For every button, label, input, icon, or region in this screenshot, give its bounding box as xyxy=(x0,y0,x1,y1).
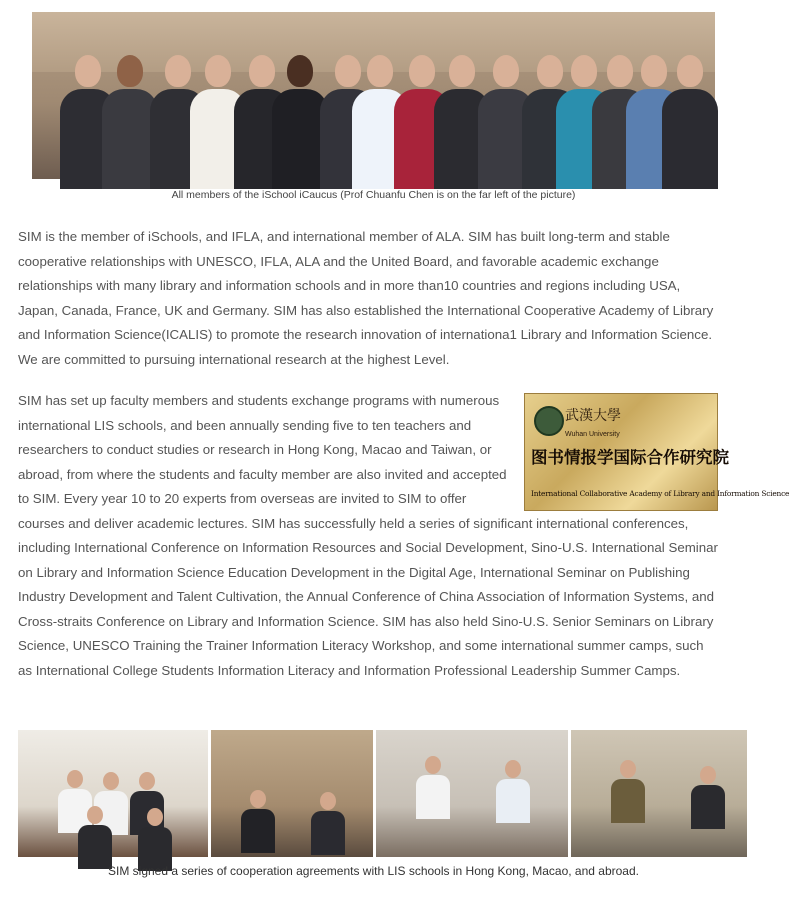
agreement-photo-4 xyxy=(571,730,747,857)
plaque-academy-en: International Collaborative Academy of Library and Information Science xyxy=(531,489,789,498)
intro-paragraph: SIM is the member of iSchools, and IFLA, and international member of ALA. SIM has built long-term and stable cooperative relationships with UNESCO, IFLA, ALA and the United Board, and favorable academic exchange relationships with many library and information schools and in more than10 countries and regions including USA, Japan, Canada, France, UK and Germany. SIM has also established the International Cooperative Academy of Library and Information Science(ICALIS) to promote the research innovation of internationa1 Library and Information Science. We are committed to pursuing international research at the highest Level. xyxy=(18,229,714,367)
photo-person xyxy=(611,760,645,823)
agreement-photo-1 xyxy=(18,730,208,857)
photo-person xyxy=(311,792,345,855)
university-seal-icon xyxy=(534,406,564,436)
photo-person xyxy=(138,808,172,871)
photo-person xyxy=(496,760,530,823)
plaque-university-cn: 武漢大學 xyxy=(565,408,621,424)
agreement-photo-strip xyxy=(18,730,747,857)
exchange-paragraph: SIM has set up faculty members and students exchange programs with numerous international LIS schools, and been annually sending five to ten teachers and researchers to conduct studies or research in Hong Kong, Macao and Taiwan, or abroad, from where the students and faculty member are also invited and accepted to SIM. Every year 10 to 20 experts from overseas are invited to SIM to offer courses and deliver academic lectures. SIM has successfully held a series of significant international conferences, including International Conference on Information Resources and Social Development, Sino-U.S. International Seminar on Library and Information Science Education Development in the Digital Age, International Seminar on Publishing Industry Development and Talent Cultivation, the Annual Conference of China Association of Information Systems, and Cross-straits Conference on Library and Information Science. SIM has also held Sino-U.S. Senior Seminars on Library Science, UNESCO Training the Trainer Information Literacy Workshop, and some international summer camps, such as International College Students Information Literacy and Information Professional Leadership Summer Camps. xyxy=(18,393,718,678)
plaque-academy-cn: 图书情报学国际合作研究院 xyxy=(531,448,729,467)
photo-person xyxy=(416,756,450,819)
agreement-photo-2 xyxy=(211,730,373,857)
academy-plaque-image xyxy=(524,393,789,511)
exchange-section xyxy=(18,389,789,683)
group-photo xyxy=(32,12,715,179)
photo-person xyxy=(241,790,275,853)
bottom-photo-caption: SIM signed a series of cooperation agreements with LIS schools in Hong Kong, Macao, and abroad. xyxy=(108,864,639,878)
agreement-photo-3 xyxy=(376,730,568,857)
photo-person xyxy=(662,55,718,189)
photo-person xyxy=(78,806,112,869)
top-photo-caption: All members of the iSchool iCaucus (Prof Chuanfu Chen is on the far left of the picture) xyxy=(171,189,576,201)
photo-person xyxy=(691,766,725,829)
plaque-university-en: Wuhan University xyxy=(565,431,620,438)
